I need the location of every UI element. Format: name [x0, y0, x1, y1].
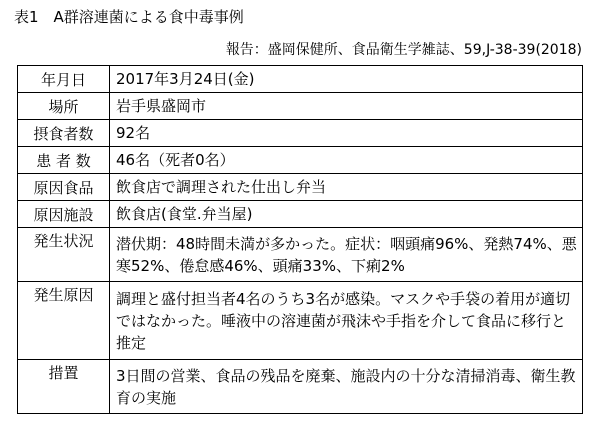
row-value: 飲食店(食堂.弁当屋): [110, 201, 583, 228]
table-row-measures: [18, 360, 583, 414]
row-value: 3日間の営業、食品の残品を廃棄、施設内の十分な清掃消毒、衛生教育の実施: [110, 360, 583, 414]
table-row-patients: [18, 147, 583, 174]
row-value: 潜伏期：48時間未満が多かった。症状：咽頭痛96%、発熱74%、悪寒52%、倦怠感46%、頭痛33%、下痢2%: [110, 228, 583, 282]
row-value: 岩手県盛岡市: [110, 93, 583, 120]
row-label: 原因施設: [18, 201, 110, 228]
table-row-eaters: [18, 120, 583, 147]
row-label: 患 者 数: [18, 147, 110, 174]
table-row-outbreak-status: [18, 228, 583, 282]
table-row-location: [18, 93, 583, 120]
table-title: 表1 A群溶連菌による食中毒事例: [14, 8, 244, 26]
table-row-cause-facility: [18, 201, 583, 228]
row-value: 調理と盛付担当者4名のうち3名が感染。マスクや手袋の着用が適切ではなかった。唾液中の溶連菌が飛沫や手指を介して食品に移行と推定: [110, 282, 583, 360]
table-row-date: [18, 66, 583, 93]
row-label: 発生状況: [18, 228, 110, 282]
source-citation: 報告：盛岡保健所、食品衛生学雑誌、59,J-38-39(2018): [225, 42, 582, 58]
row-value: 46名（死者0名）: [110, 147, 583, 174]
food-poisoning-case-table: [17, 65, 583, 414]
row-label: 措置: [18, 360, 110, 414]
row-value: 2017年3月24日(金): [110, 66, 583, 93]
row-value: 飲食店で調理された仕出し弁当: [110, 174, 583, 201]
row-label: 原因食品: [18, 174, 110, 201]
row-label: 年月日: [18, 66, 110, 93]
row-label: 摂食者数: [18, 120, 110, 147]
table-row-cause-food: [18, 174, 583, 201]
row-value: 92名: [110, 120, 583, 147]
row-label: 場所: [18, 93, 110, 120]
row-label: 発生原因: [18, 282, 110, 360]
table-row-outbreak-cause: [18, 282, 583, 360]
